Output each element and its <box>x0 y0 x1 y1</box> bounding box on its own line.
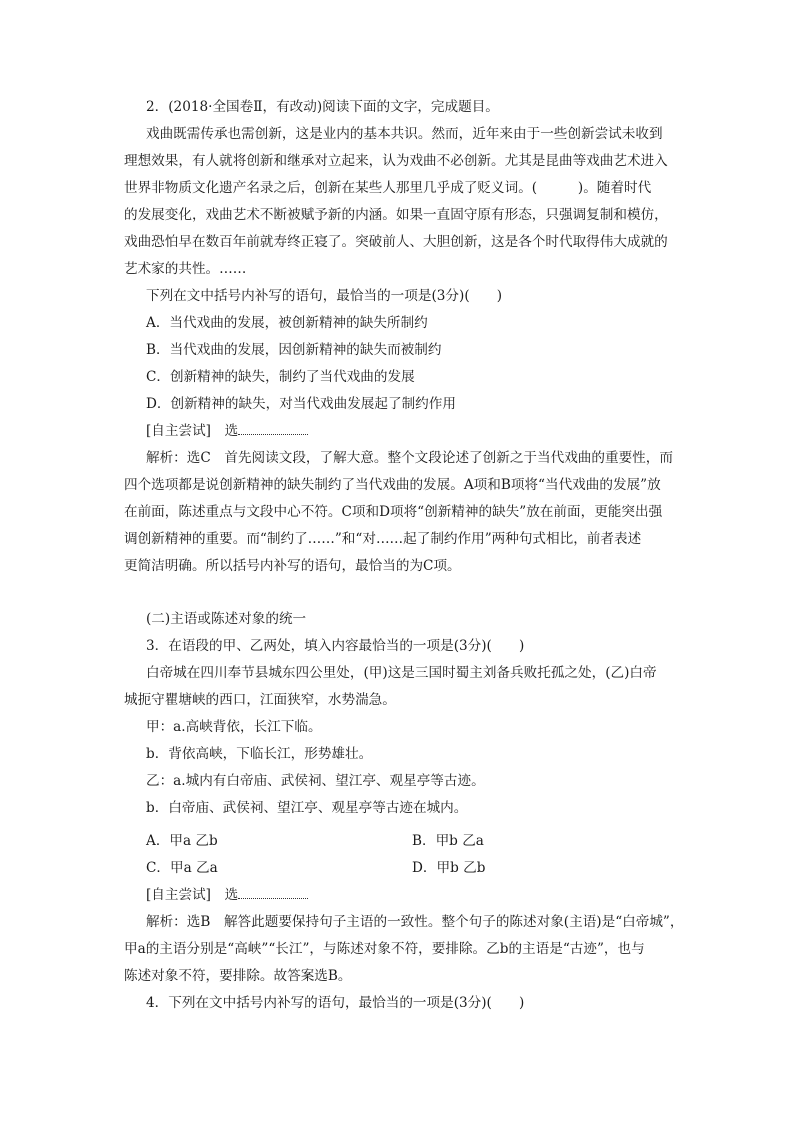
q2-analysis-line: 四个选项都是说创新精神的缺失制约了当代戏曲的发展。A项和B项将“当代戏曲的发展”放 <box>124 477 661 493</box>
q2-analysis-line: 在前面，陈述重点与文段中心不符。C项和D项将“创新精神的缺失”放在前面，更能突出强 <box>124 504 663 520</box>
q3-option-d: D．甲b 乙b <box>412 860 486 876</box>
q2-passage-line: 戏曲恐怕早在数百年前就寿终正寝了。突破前人、大胆创新，这是各个时代取得伟大成就的 <box>124 234 668 250</box>
q3-option-c: C．甲a 乙a <box>146 860 218 876</box>
q2-passage-line: 理想效果，有人就将创新和继承对立起来，认为戏曲不必创新。尤其是昆曲等戏曲艺术进入 <box>124 153 668 169</box>
q3-attempt-label: [自主尝试] 选 <box>146 887 239 903</box>
q3-choice-jia-a: 甲：a.高峡背依，长江下临。 <box>146 719 322 735</box>
q3-answer-blank[interactable] <box>238 886 308 899</box>
q3-option-b: B．甲b 乙a <box>412 833 484 849</box>
q3-choice-yi-a: 乙：a.城内有白帝庙、武侯祠、望江亭、观星亭等古迹。 <box>146 773 485 789</box>
q2-header: 2．(2018·全国卷Ⅱ，有改动)阅读下面的文字，完成题目。 <box>146 99 499 115</box>
q2-passage-line: 戏曲既需传承也需创新，这是业内的基本共识。然而，近年来由于一些创新尝试未收到 <box>146 126 663 142</box>
q2-analysis-line: 更简洁明确。所以括号内补写的语句，最恰当的为C项。 <box>124 558 461 574</box>
q2-option-d: D．创新精神的缺失，对当代戏曲发展起了制约作用 <box>146 396 456 412</box>
q3-analysis-line: 陈述对象不符，要排除。故答案选B。 <box>124 968 352 984</box>
q3-analysis-line: 甲a的主语分别是“高峡”“长江”，与陈述对象不符，要排除。乙b的主语是“古迹”，也与 <box>124 941 645 957</box>
q3-header: 3．在语段的甲、乙两处，填入内容最恰当的一项是(3分)( ) <box>146 638 525 654</box>
q4-header: 4．下列在文中括号内补写的语句，最恰当的一项是(3分)( ) <box>146 995 525 1011</box>
q2-analysis-line: 调创新精神的重要。而“制约了……”和“对……起了制约作用”两种句式相比，前者表述 <box>124 531 642 547</box>
q3-passage-line: 城扼守瞿塘峡的西口，江面狭窄，水势湍急。 <box>124 692 396 708</box>
q2-passage-line: 的发展变化，戏曲艺术不断被赋予新的内涵。如果一直固守原有形态，只强调复制和模仿， <box>124 207 668 223</box>
q3-choice-jia-b: b．背依高峡，下临长江，形势雄壮。 <box>146 746 373 762</box>
q3-analysis-line: 解析：选B 解答此题要保持句子主语的一致性。整个句子的陈述对象(主语)是“白帝城”， <box>146 914 684 930</box>
q2-passage-line: 艺术家的共性。…… <box>124 261 247 277</box>
q3-attempt <box>146 886 308 904</box>
q2-question: 下列在文中括号内补写的语句，最恰当的一项是(3分)( ) <box>146 288 503 304</box>
q2-analysis-line: 解析：选C 首先阅读文段，了解大意。整个文段论述了创新之于当代戏曲的重要性，而 <box>146 450 673 466</box>
q2-attempt-label: [自主尝试] 选 <box>146 423 239 439</box>
q2-option-b: B．当代戏曲的发展，因创新精神的缺失而被制约 <box>146 342 442 358</box>
q2-option-c: C．创新精神的缺失，制约了当代戏曲的发展 <box>146 369 415 385</box>
q3-choice-yi-b: b．白帝庙、武侯祠、望江亭、观星亭等古迹在城内。 <box>146 800 468 816</box>
q2-option-a: A．当代戏曲的发展，被创新精神的缺失所制约 <box>146 315 428 331</box>
q3-passage-line: 白帝城在四川奉节县城东四公里处，(甲)这是三国时蜀主刘备兵败托孤之处，(乙)白帝 <box>146 665 657 681</box>
q2-answer-blank[interactable] <box>238 422 308 435</box>
q2-passage-line: 世界非物质文化遗产名录之后，创新在某些人那里几乎成了贬义词。( )。随着时代 <box>124 180 652 196</box>
q3-option-a: A．甲a 乙b <box>146 833 218 849</box>
section-title: (二)主语或陈述对象的统一 <box>146 611 307 627</box>
q2-attempt <box>146 422 308 440</box>
